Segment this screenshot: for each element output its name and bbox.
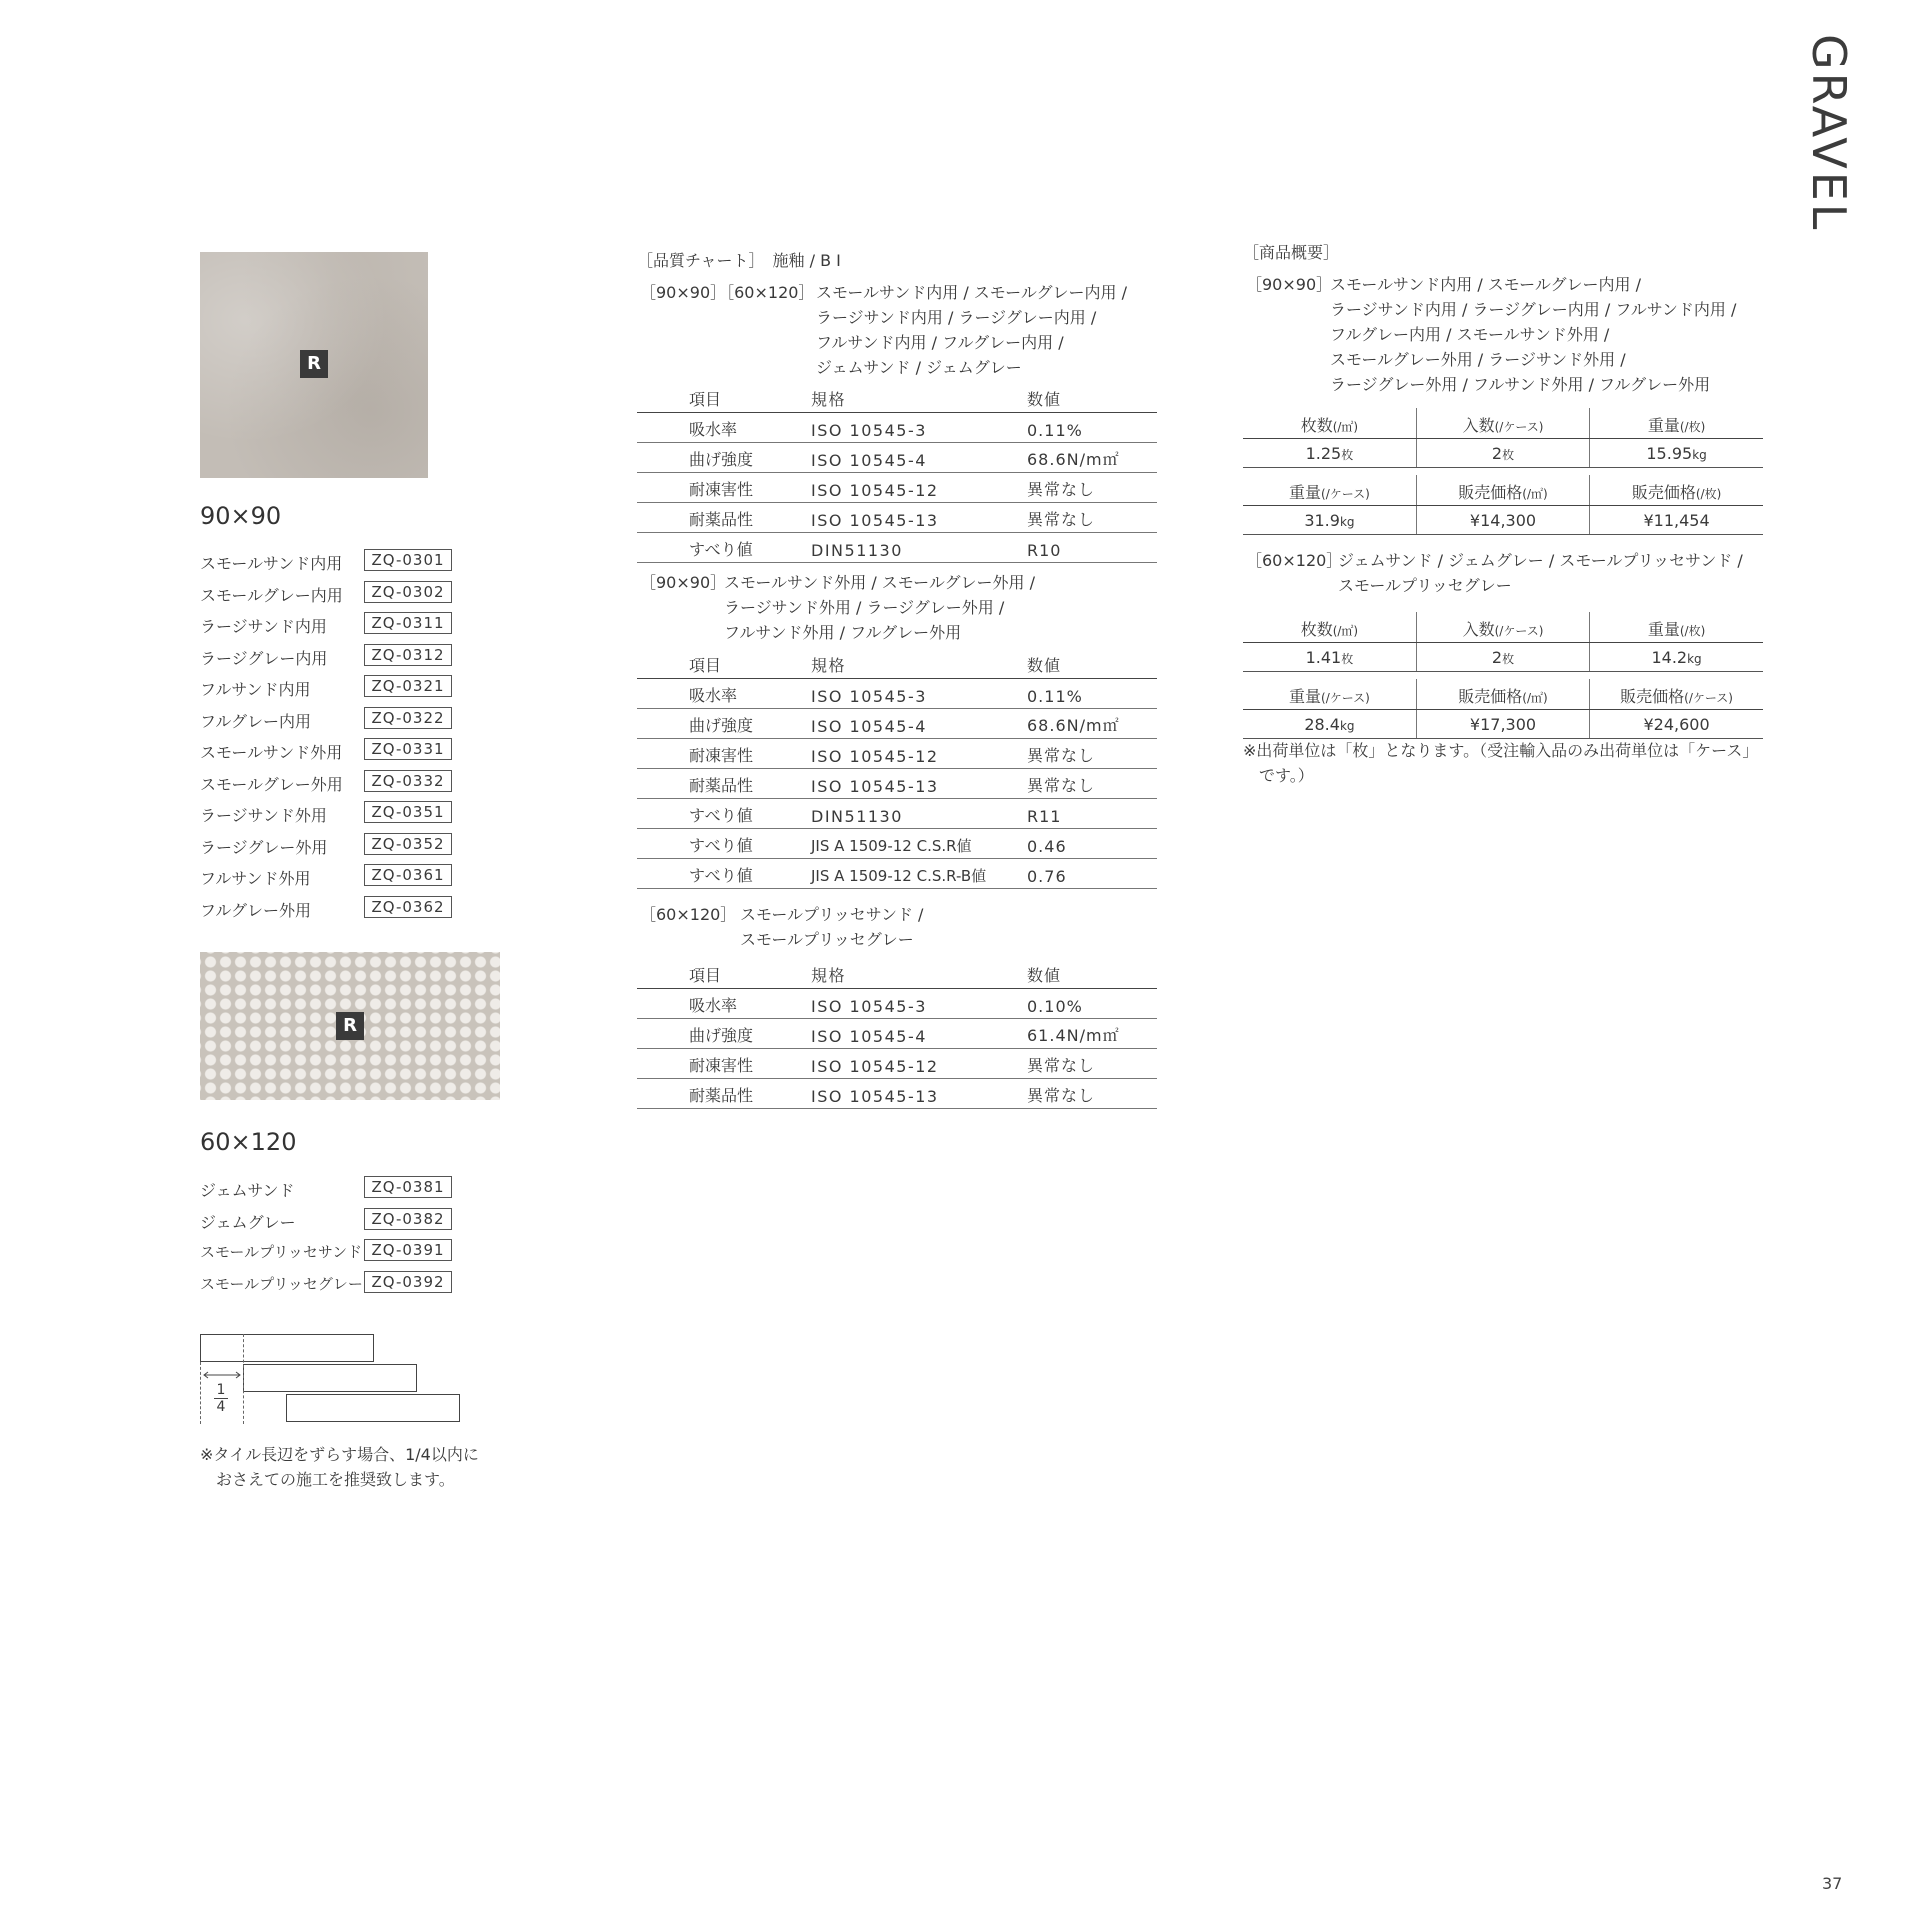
grid-value-row: [1243, 439, 1763, 468]
grid-value: 2枚: [1416, 439, 1589, 468]
table-cell: ISO 10545-3: [811, 679, 1027, 709]
product-code: ZQ-0361: [364, 864, 452, 886]
table-cell: 曲げ強度: [637, 443, 811, 473]
names-line: スモールグレー外用 / ラージサンド外用 /: [1330, 350, 1626, 369]
table-cell: ISO 10545-12: [811, 739, 1027, 769]
product-name: フルサンド外用: [200, 869, 311, 888]
product-code: ZQ-0301: [364, 549, 452, 571]
overview-grid: [1243, 612, 1763, 672]
product-names: [1338, 548, 1743, 598]
table-cell: 異常なし: [1027, 1049, 1157, 1079]
names-line: ジェムサンド / ジェムグレー / スモールプリッセサンド /: [1338, 551, 1743, 570]
product-name: スモールサンド外用: [200, 743, 343, 762]
table-row: [637, 769, 1157, 799]
table-cell: ISO 10545-4: [811, 443, 1027, 473]
product-code: ZQ-0391: [364, 1239, 452, 1261]
note-line: ※タイル長辺をずらす場合、1/4以内に: [200, 1445, 479, 1464]
quality-table: [637, 383, 1157, 563]
names-line: スモールサンド外用 / スモールグレー外用 /: [724, 573, 1035, 592]
offset-guide-line: [200, 1362, 201, 1424]
table-cell: ISO 10545-12: [811, 473, 1027, 503]
product-name: ラージグレー外用: [200, 837, 328, 857]
offset-guide-line: [243, 1334, 244, 1424]
table-cell: 61.4N/m㎡: [1027, 1019, 1157, 1049]
product-code: ZQ-0331: [364, 738, 452, 760]
page-number: 37: [1822, 1874, 1843, 1893]
table-cell: 耐薬品性: [637, 769, 811, 799]
note-line: ※出荷単位は「枚」となります。（受注輸入品のみ出荷単位は「ケース」: [1243, 741, 1759, 760]
quality-chart-title: ［品質チャート］ 施釉 / B I: [637, 251, 841, 270]
product-name: ラージサンド外用: [200, 806, 327, 825]
product-name: スモールプリッセサンド: [200, 1243, 363, 1261]
list-item: [200, 797, 460, 829]
grid-value-row: [1243, 710, 1763, 739]
table-row: [637, 709, 1157, 739]
grid-header: 枚数(/㎡): [1243, 612, 1416, 643]
grid-header: 販売価格(/枚): [1590, 475, 1763, 506]
table-row: [637, 473, 1157, 503]
size-heading-90x90: 90×90: [200, 502, 282, 530]
table-cell: DIN51130: [811, 533, 1027, 563]
grid-value: 1.25枚: [1243, 439, 1416, 468]
grid-value-row: [1243, 506, 1763, 535]
names-line: フルグレー内用 / スモールサンド外用 /: [1330, 325, 1610, 344]
product-name: ラージサンド内用: [200, 617, 327, 636]
table-row: [637, 533, 1157, 563]
table-cell: 耐凍害性: [637, 473, 811, 503]
product-list-60x120: [200, 1172, 460, 1298]
tile-swatch-60x120: [200, 952, 500, 1100]
grid-header-row: [1243, 408, 1763, 439]
overview-grid: [1243, 679, 1763, 739]
column-header: 規格: [811, 383, 1027, 413]
table-cell: すべり値: [637, 533, 811, 563]
list-item: [200, 1235, 460, 1267]
list-item: [200, 577, 460, 609]
product-names: [1330, 272, 1736, 397]
table-row: [637, 859, 1157, 889]
product-name: フルグレー外用: [200, 900, 312, 920]
table-cell: 吸水率: [637, 679, 811, 709]
product-names: [816, 280, 1127, 380]
product-code: ZQ-0302: [364, 581, 452, 603]
grid-header: 重量(/枚): [1590, 612, 1763, 643]
product-code: ZQ-0381: [364, 1176, 452, 1198]
table-cell: ISO 10545-4: [811, 1019, 1027, 1049]
overview-title: ［商品概要］: [1243, 243, 1340, 262]
list-item: [200, 1204, 460, 1236]
grid-value: 2枚: [1416, 643, 1589, 672]
size-label: ［60×120］: [640, 905, 737, 924]
brick-shape: [243, 1364, 417, 1392]
grid-header-row: [1243, 475, 1763, 506]
product-name: ラージグレー内用: [200, 648, 328, 668]
size-label: ［90×90］［60×120］: [640, 283, 815, 302]
r-badge: R: [336, 1012, 364, 1040]
table-row: [637, 1019, 1157, 1049]
table-cell: 0.11%: [1027, 413, 1157, 443]
table-cell: ISO 10545-3: [811, 989, 1027, 1019]
table-cell: ISO 10545-12: [811, 1049, 1027, 1079]
table-cell: 68.6N/m㎡: [1027, 443, 1157, 473]
table-header-row: [637, 959, 1157, 989]
table-cell: ISO 10545-13: [811, 769, 1027, 799]
grid-header: 枚数(/㎡): [1243, 408, 1416, 439]
grid-header-row: [1243, 679, 1763, 710]
table-row: [637, 1079, 1157, 1109]
list-item: [200, 608, 460, 640]
table-cell: 異常なし: [1027, 503, 1157, 533]
table-cell: 曲げ強度: [637, 709, 811, 739]
table-cell: すべり値: [637, 799, 811, 829]
table-cell: 0.46: [1027, 829, 1157, 859]
list-item: [200, 640, 460, 672]
r-badge: R: [300, 350, 328, 378]
table-cell: 吸水率: [637, 413, 811, 443]
product-code: ZQ-0351: [364, 801, 452, 823]
table-cell: すべり値: [637, 859, 811, 889]
grid-header: 重量(/ケース): [1243, 475, 1416, 506]
product-code: ZQ-0332: [364, 770, 452, 792]
list-item: [200, 860, 460, 892]
product-name: スモールグレー内用: [200, 585, 343, 605]
grid-value: 31.9kg: [1243, 506, 1416, 535]
names-line: スモールプリッセサンド /: [740, 905, 924, 924]
grid-value: ¥14,300: [1416, 506, 1589, 535]
size-label: ［60×120］: [1246, 551, 1343, 570]
grid-header: 販売価格(/㎡): [1416, 679, 1589, 710]
table-cell: 0.76: [1027, 859, 1157, 889]
table-row: [637, 503, 1157, 533]
tile-swatch-90x90: [200, 252, 428, 478]
product-name: ジェムグレー: [200, 1212, 296, 1232]
list-item: [200, 892, 460, 924]
fraction-denominator: 4: [216, 1399, 226, 1415]
brick-offset-diagram: [200, 1334, 480, 1424]
product-name: スモールサンド内用: [200, 554, 343, 573]
shipping-note: [1243, 738, 1758, 788]
fraction-numerator: 1: [214, 1382, 228, 1399]
table-header-row: [637, 383, 1157, 413]
table-cell: 異常なし: [1027, 473, 1157, 503]
names-line: ジェムサンド / ジェムグレー: [816, 358, 1022, 377]
table-row: [637, 443, 1157, 473]
column-header: 項目: [637, 959, 811, 989]
grid-header: 入数(/ケース): [1416, 612, 1589, 643]
product-code: ZQ-0352: [364, 833, 452, 855]
size-label: ［90×90］: [640, 573, 727, 592]
names-line: スモールサンド内用 / スモールグレー内用 /: [1330, 275, 1641, 294]
table-cell: 耐凍害性: [637, 1049, 811, 1079]
product-code: ZQ-0382: [364, 1208, 452, 1230]
names-line: フルサンド外用 / フルグレー外用: [724, 623, 962, 642]
table-cell: DIN51130: [811, 799, 1027, 829]
table-cell: 異常なし: [1027, 1079, 1157, 1109]
names-line: スモールプリッセグレー: [1338, 576, 1512, 595]
column-header: 規格: [811, 649, 1027, 679]
list-item: [200, 829, 460, 861]
table-cell: 0.11%: [1027, 679, 1157, 709]
note-line: おさえての施工を推奨致します。: [200, 1470, 455, 1489]
column-header: 規格: [811, 959, 1027, 989]
grid-header: 入数(/ケース): [1416, 408, 1589, 439]
grid-value-row: [1243, 643, 1763, 672]
size-label: ［90×90］: [1246, 275, 1333, 294]
names-line: スモールプリッセグレー: [740, 930, 914, 949]
list-item: [200, 703, 460, 735]
table-header-row: [637, 649, 1157, 679]
table-cell: R11: [1027, 799, 1157, 829]
grid-value: 1.41枚: [1243, 643, 1416, 672]
list-item: [200, 1172, 460, 1204]
names-line: フルサンド内用 / フルグレー内用 /: [816, 333, 1064, 352]
product-code: ZQ-0362: [364, 896, 452, 918]
quality-table-heading: [640, 280, 1160, 380]
product-name: フルサンド内用: [200, 680, 311, 699]
grid-value: 28.4kg: [1243, 710, 1416, 739]
table-cell: ISO 10545-3: [811, 413, 1027, 443]
grid-value: ¥17,300: [1416, 710, 1589, 739]
column-header: 数値: [1027, 649, 1157, 679]
brick-shape: [286, 1394, 460, 1422]
quality-table: [637, 649, 1157, 889]
product-name: スモールプリッセグレー: [200, 1274, 363, 1293]
grid-header: 販売価格(/ケース): [1590, 679, 1763, 710]
product-code: ZQ-0312: [364, 644, 452, 666]
grid-header-row: [1243, 612, 1763, 643]
table-cell: すべり値: [637, 829, 811, 859]
overview-grid: [1243, 475, 1763, 535]
quality-table: [637, 959, 1157, 1109]
table-row: [637, 799, 1157, 829]
table-row: [637, 989, 1157, 1019]
table-cell: JIS A 1509-12 C.S.R値: [811, 829, 1027, 859]
product-code: ZQ-0392: [364, 1271, 452, 1293]
list-item: [200, 734, 460, 766]
product-code: ZQ-0322: [364, 707, 452, 729]
list-item: [200, 766, 460, 798]
names-line: ラージグレー外用 / フルサンド外用 / フルグレー外用: [1330, 375, 1711, 394]
table-cell: 0.10%: [1027, 989, 1157, 1019]
quality-table-heading: [640, 902, 1160, 958]
names-line: ラージサンド内用 / ラージグレー内用 /: [816, 308, 1097, 327]
table-row: [637, 739, 1157, 769]
overview-group-heading: [1246, 272, 1766, 400]
table-cell: 曲げ強度: [637, 1019, 811, 1049]
table-row: [637, 679, 1157, 709]
offset-fraction: [214, 1382, 228, 1415]
product-list-90x90: [200, 545, 460, 923]
note-line: です。）: [1243, 766, 1314, 785]
size-heading-60x120: 60×120: [200, 1128, 297, 1156]
table-cell: ISO 10545-13: [811, 1079, 1027, 1109]
names-line: ラージサンド外用 / ラージグレー外用 /: [724, 598, 1005, 617]
table-cell: 耐凍害性: [637, 739, 811, 769]
table-cell: 吸水率: [637, 989, 811, 1019]
product-code: ZQ-0321: [364, 675, 452, 697]
list-item: [200, 545, 460, 577]
product-names: [724, 570, 1035, 645]
table-row: [637, 829, 1157, 859]
grid-header: 販売価格(/㎡): [1416, 475, 1589, 506]
table-cell: 異常なし: [1027, 739, 1157, 769]
column-header: 数値: [1027, 959, 1157, 989]
overview-group-heading: [1246, 548, 1766, 604]
names-line: ラージサンド内用 / ラージグレー内用 / フルサンド内用 /: [1330, 300, 1737, 319]
names-line: スモールサンド内用 / スモールグレー内用 /: [816, 283, 1127, 302]
table-cell: 耐薬品性: [637, 1079, 811, 1109]
grid-value: ¥24,600: [1590, 710, 1763, 739]
grid-header: 重量(/ケース): [1243, 679, 1416, 710]
product-name: ジェムサンド: [200, 1181, 295, 1200]
column-header: 数値: [1027, 383, 1157, 413]
table-cell: R10: [1027, 533, 1157, 563]
product-name: フルグレー内用: [200, 711, 312, 731]
product-names: [740, 902, 923, 952]
series-title: GRAVEL: [1802, 34, 1856, 233]
double-arrow-icon: [202, 1370, 242, 1380]
table-cell: JIS A 1509-12 C.S.R-B値: [811, 859, 1027, 889]
list-item: [200, 1267, 460, 1299]
grid-value: 15.95kg: [1590, 439, 1763, 468]
table-row: [637, 413, 1157, 443]
column-header: 項目: [637, 383, 811, 413]
overview-grid: [1243, 408, 1763, 468]
grid-value: ¥11,454: [1590, 506, 1763, 535]
product-code: ZQ-0311: [364, 612, 452, 634]
table-cell: 耐薬品性: [637, 503, 811, 533]
table-cell: ISO 10545-13: [811, 503, 1027, 533]
grid-value: 14.2kg: [1590, 643, 1763, 672]
quality-table-heading: [640, 570, 1160, 650]
brick-shape: [200, 1334, 374, 1362]
table-cell: 68.6N/m㎡: [1027, 709, 1157, 739]
table-cell: 異常なし: [1027, 769, 1157, 799]
column-header: 項目: [637, 649, 811, 679]
product-name: スモールグレー外用: [200, 774, 343, 794]
grid-header: 重量(/枚): [1590, 408, 1763, 439]
table-cell: ISO 10545-4: [811, 709, 1027, 739]
table-row: [637, 1049, 1157, 1079]
list-item: [200, 671, 460, 703]
offset-note: [200, 1442, 479, 1492]
